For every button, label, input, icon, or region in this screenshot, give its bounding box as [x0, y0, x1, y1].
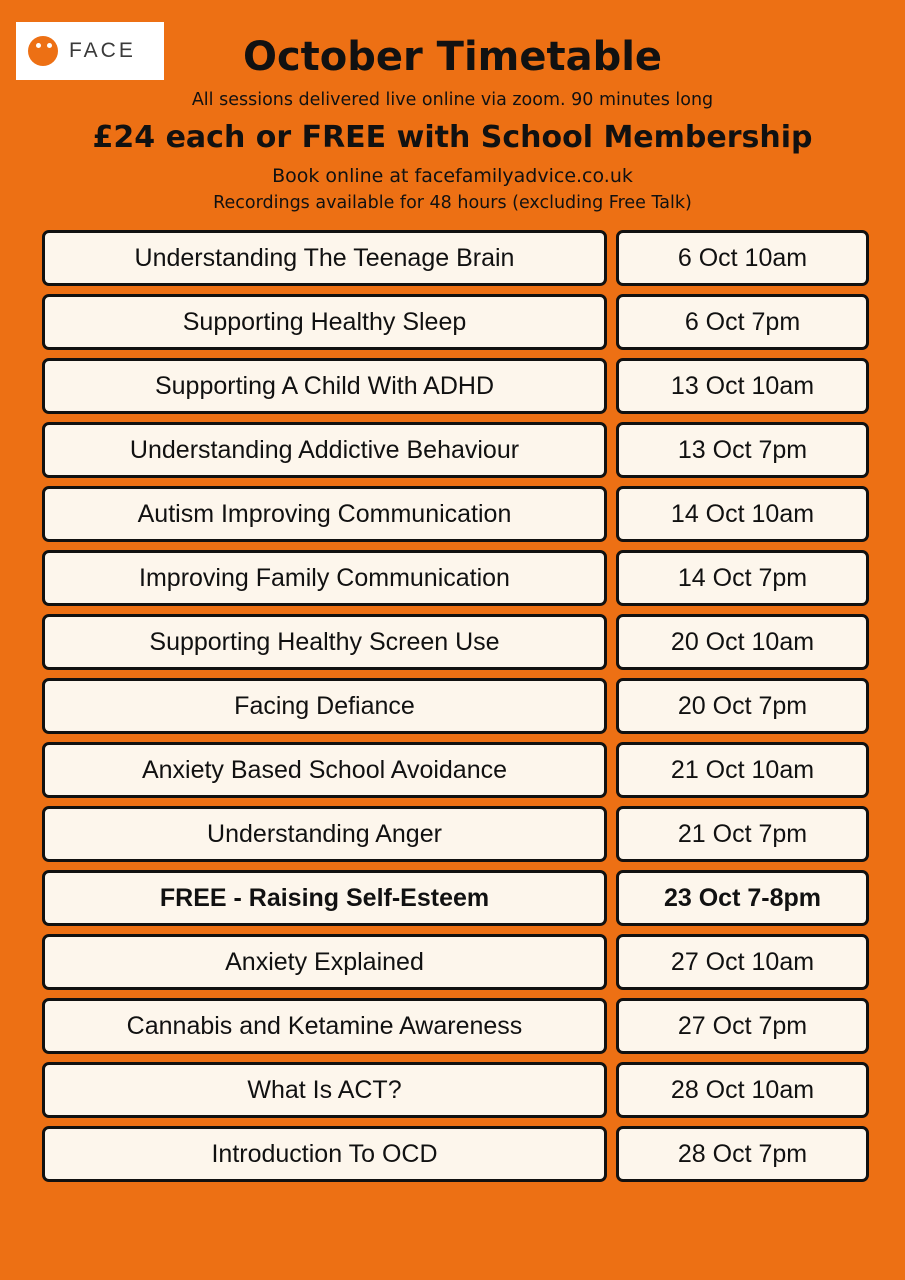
session-datetime: 27 Oct 7pm: [616, 998, 869, 1054]
table-row: [42, 294, 865, 350]
recordings-text: Recordings available for 48 hours (excluding Free Talk): [213, 193, 692, 214]
face-logo: [16, 22, 164, 80]
session-topic: Improving Family Communication: [42, 550, 607, 606]
table-row: [42, 870, 865, 926]
session-datetime: 6 Oct 10am: [616, 230, 869, 286]
timetable: [0, 230, 905, 1182]
session-topic: Understanding Addictive Behaviour: [42, 422, 607, 478]
booking-text: Book online at facefamilyadvice.co.uk: [272, 164, 633, 187]
poster-header: [0, 0, 905, 214]
session-datetime: 20 Oct 10am: [616, 614, 869, 670]
table-row: [42, 1126, 865, 1182]
table-row: [42, 1062, 865, 1118]
session-datetime: 21 Oct 10am: [616, 742, 869, 798]
session-datetime: 28 Oct 7pm: [616, 1126, 869, 1182]
session-topic: Supporting Healthy Screen Use: [42, 614, 607, 670]
session-topic: Anxiety Based School Avoidance: [42, 742, 607, 798]
session-datetime: 21 Oct 7pm: [616, 806, 869, 862]
logo-text: FACE: [69, 39, 136, 62]
smiley-face-icon: [28, 36, 58, 66]
table-row: [42, 422, 865, 478]
session-datetime: 28 Oct 10am: [616, 1062, 869, 1118]
price-text: £24 each or FREE with School Membership: [92, 120, 813, 155]
table-row: [42, 998, 865, 1054]
session-datetime: 14 Oct 7pm: [616, 550, 869, 606]
session-topic: Supporting A Child With ADHD: [42, 358, 607, 414]
session-datetime: 27 Oct 10am: [616, 934, 869, 990]
table-row: [42, 550, 865, 606]
session-topic: Autism Improving Communication: [42, 486, 607, 542]
table-row: [42, 486, 865, 542]
session-datetime: 20 Oct 7pm: [616, 678, 869, 734]
session-datetime: 23 Oct 7-8pm: [616, 870, 869, 926]
session-datetime: 13 Oct 7pm: [616, 422, 869, 478]
table-row: [42, 742, 865, 798]
session-topic: Cannabis and Ketamine Awareness: [42, 998, 607, 1054]
session-topic: Supporting Healthy Sleep: [42, 294, 607, 350]
session-datetime: 6 Oct 7pm: [616, 294, 869, 350]
session-topic: Understanding The Teenage Brain: [42, 230, 607, 286]
table-row: [42, 230, 865, 286]
session-topic: Understanding Anger: [42, 806, 607, 862]
session-datetime: 14 Oct 10am: [616, 486, 869, 542]
table-row: [42, 614, 865, 670]
session-topic: What Is ACT?: [42, 1062, 607, 1118]
session-topic: Facing Defiance: [42, 678, 607, 734]
table-row: [42, 678, 865, 734]
session-datetime: 13 Oct 10am: [616, 358, 869, 414]
session-topic: Introduction To OCD: [42, 1126, 607, 1182]
session-info-text: All sessions delivered live online via zoom. 90 minutes long: [191, 90, 714, 110]
session-topic: FREE - Raising Self-Esteem: [42, 870, 607, 926]
table-row: [42, 358, 865, 414]
page-title: October Timetable: [242, 34, 663, 80]
table-row: [42, 806, 865, 862]
session-topic: Anxiety Explained: [42, 934, 607, 990]
table-row: [42, 934, 865, 990]
